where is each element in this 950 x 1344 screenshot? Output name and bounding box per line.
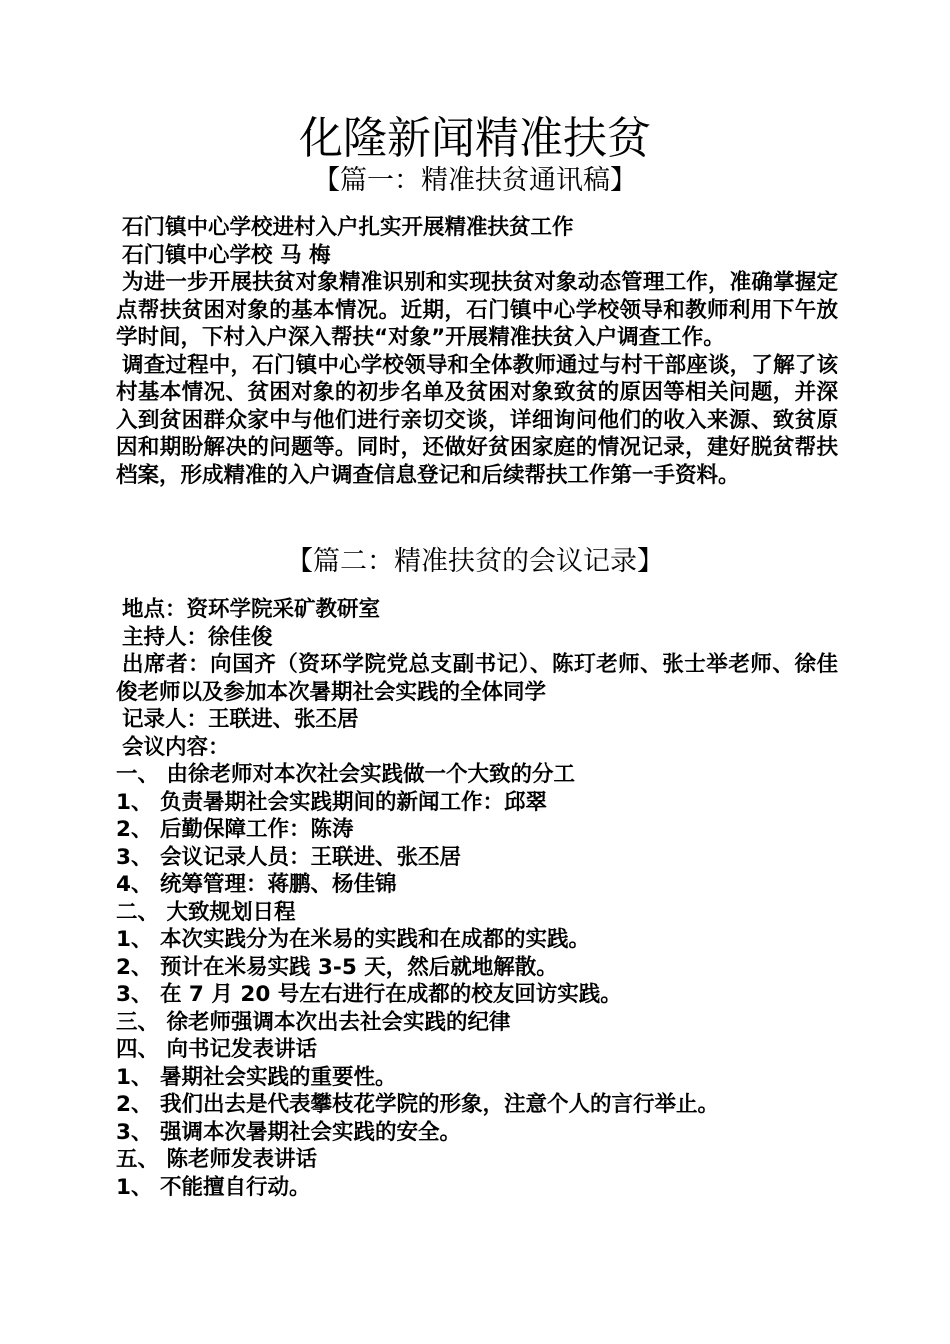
section2-heading: 【篇二：精准扶贫的会议记录】 [286, 546, 664, 577]
section1-heading: 【篇一：精准扶贫通讯稿】 [313, 165, 637, 196]
meeting-item: 1、 负责暑期社会实践期间的新闻工作：邱翠 [116, 789, 547, 815]
meeting-item: 五、 陈老师发表讲话 [116, 1147, 317, 1172]
meeting-attendees: 出席者：向国齐（资环学院党总支副书记）、陈玎老师、张士举老师、徐佳俊老师以及参加本次暑期社会实践的全体同学 [116, 652, 838, 705]
meeting-item: 4、 统筹管理：蒋鹏、杨佳锦 [116, 872, 397, 897]
article-paragraph-1: 为进一步开展扶贫对象精准识别和实现扶贫对象动态管理工作，准确掌握定点帮扶贫困对象的基本情况。近期，石门镇中心学校领导和教师利用下午放学时间，下村入户深入帮扶“对象”开展精准扶贫入户调查工作。 [116, 270, 838, 350]
section2-body [116, 596, 838, 1201]
meeting-item: 1、 不能擅自行动。 [116, 1174, 311, 1200]
meeting-item: 3、 在 7 月 20 号左右进行在成都的校友回访实践。 [116, 982, 622, 1007]
article-byline: 石门镇中心学校 马 梅 [122, 242, 331, 268]
article-title: 石门镇中心学校进村入户扎实开展精准扶贫工作 [122, 215, 574, 240]
meeting-host: 主持人：徐佳俊 [122, 624, 273, 650]
meeting-item: 1、 本次实践分为在米易的实践和在成都的实践。 [116, 927, 590, 952]
article-paragraph-2: 调查过程中，石门镇中心学校领导和全体教师通过与村干部座谈，了解了该村基本情况、贫困对象的初步名单及贫困对象致贫的原因等相关问题，并深入到贫困群众家中与他们进行亲切交谈，详细询问他们的收入来源、致贫原因和期盼解决的问题等。同时，还做好贫困家庭的情况记录，建好脱贫帮扶档案，形成精准的入户调查信息登记和后续帮扶工作第一手资料。 [116, 352, 838, 488]
meeting-item: 2、 我们出去是代表攀枝花学院的形象，注意个人的言行举止。 [116, 1092, 719, 1117]
document-title: 化隆新闻精准扶贫 [299, 113, 651, 164]
meeting-item: 四、 向书记发表讲话 [116, 1037, 317, 1062]
meeting-item: 二、 大致规划日程 [116, 899, 296, 925]
meeting-item: 一、 由徐老师对本次社会实践做一个大致的分工 [116, 762, 575, 787]
meeting-item: 3、 强调本次暑期社会实践的安全。 [116, 1119, 461, 1145]
meeting-content-label: 会议内容： [122, 734, 230, 760]
section1-body [116, 214, 838, 489]
meeting-item: 三、 徐老师强调本次出去社会实践的纪律 [116, 1009, 511, 1035]
meeting-item: 1、 暑期社会实践的重要性。 [116, 1064, 397, 1090]
meeting-item: 3、 会议记录人员：王联进、张丕居 [116, 844, 461, 870]
meeting-item: 2、 后勤保障工作：陈涛 [116, 817, 354, 842]
meeting-item: 2、 预计在米易实践 3-5 天，然后就地解散。 [116, 954, 558, 980]
meeting-recorder: 记录人：王联进、张丕居 [122, 707, 359, 732]
meeting-location: 地点：资环学院采矿教研室 [122, 597, 381, 622]
